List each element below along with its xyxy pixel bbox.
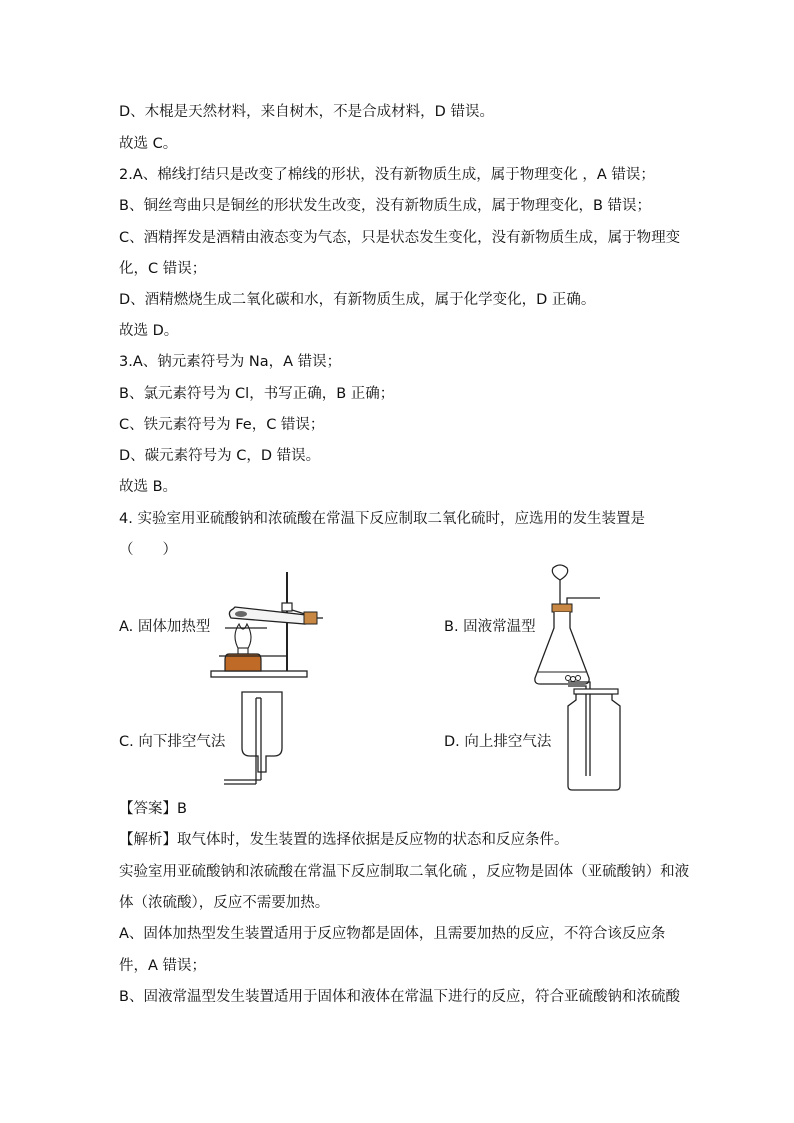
option-d-label: D. 向上排空气法 [444,734,552,750]
text-line: 2.A、棉线打结只是改变了棉线的形状，没有新物质生成，属于物理变化 ，A 错误； [119,167,655,183]
answer-line: 【答案】B [119,801,187,817]
analysis-line: B、固液常温型发生装置适用于固体和液体在常温下进行的反应，符合亚硫酸钠和浓硫酸 [119,989,680,1005]
text-line: 化，C 错误； [119,261,207,277]
text-line: C、酒精挥发是酒精由液态变为气态，只是状态发生变化，没有新物质生成，属于物理变 [119,230,681,246]
text-line: D、酒精燃烧生成二氧化碳和水，有新物质生成，属于化学变化，D 正确。 [119,292,596,308]
text-line: 3.A、钠元素符号为 Na，A 错误； [119,354,342,370]
option-a-label: A. 固体加热型 [119,619,211,635]
question-4-stem: 4. 实验室用亚硫酸钠和浓硫酸在常温下反应制取二氧化硫时，应选用的发生装置是 [119,511,645,527]
analysis-line: 【解析】取气体时，发生装置的选择依据是反应物的状态和反应条件。 [119,832,569,848]
analysis-line: A、固体加热型发生装置适用于反应物都是固体，且需要加热的反应，不符合该反应条 [119,926,666,942]
analysis-line: 体（浓硫酸），反应不需要加热。 [119,895,330,911]
solid-heating-apparatus-diagram [205,570,335,685]
text-line: 故选 D。 [119,323,179,339]
analysis-line: 实验室用亚硫酸钠和浓硫酸在常温下反应制取二氧化硫 ，反应物是固体（亚硫酸钠）和液 [119,864,690,880]
text-line: B、氯元素符号为 Cl，书写正确，B 正确； [119,386,395,402]
solid-liquid-apparatus-diagram [530,562,610,692]
text-line: 故选 B。 [119,479,178,495]
text-line: D、木棍是天然材料，来自树木，不是合成材料，D 错误。 [119,104,494,120]
text-line: C、铁元素符号为 Fe，C 错误； [119,417,325,433]
option-b-label: B. 固液常温型 [444,619,536,635]
downward-air-displacement-diagram [222,688,302,788]
analysis-line: 件，A 错误； [119,958,207,974]
upward-air-displacement-diagram [560,676,650,796]
option-c-label: C. 向下排空气法 [119,734,226,750]
text-line: D、碳元素符号为 C，D 错误。 [119,448,321,464]
text-line: B、铜丝弯曲只是铜丝的形状发生改变，没有新物质生成，属于物理变化，B 错误； [119,198,652,214]
text-line: 故选 C。 [119,136,178,152]
question-4-blank: （ ） [119,542,177,558]
